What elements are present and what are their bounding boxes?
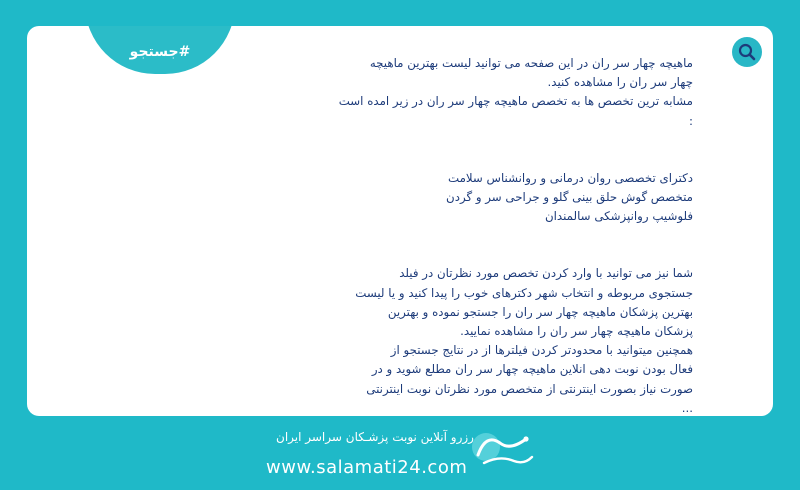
hashtag-tab[interactable] (85, 26, 235, 74)
specialty-item: متخصص گوش حلق بینی گلو و جراحی سر و گردن (446, 190, 693, 205)
body-line: بهترین پزشکان ماهیچه چهار سر ران را جستجو نموده و بهترین (387, 304, 693, 319)
content-card (27, 26, 773, 416)
specialty-item: دکترای تخصصی روان درمانی و روانشناس سلامت (447, 170, 693, 185)
body-line: شما نیز می توانید با وارد کردن تخصص مورد نظرتان در فیلد (399, 266, 693, 281)
body-line: همچنین میتوانید با محدودتر کردن فیلترها از در نتایج جستجو از (390, 343, 693, 358)
body-line: صورت نیاز بصورت اینترنتی از متخصص مورد نظرتان نوبت اینترنتی (366, 381, 693, 396)
body-line: جستجوی مربوطه و انتخاب شهر دکترهای خوب را پیدا کنید و یا لیست (355, 285, 693, 300)
description-text (273, 54, 693, 416)
body-line: ... (681, 400, 693, 415)
body-line: فعال بودن نوبت دهی انلاین ماهیچه چهار سر ران مطلع شوید و در (371, 362, 693, 377)
intro-line: مشابه ترین تخصص ها به تخصص ماهیچه چهار سر ران در زیر امده است (338, 94, 693, 109)
intro-line: ماهیچه چهار سر ران در این صفحه می توانید لیست بهترین ماهیچه (369, 56, 693, 70)
search-icon[interactable] (732, 37, 762, 67)
body-line: پزشکان ماهیچه چهار سر ران را مشاهده نمایید. (460, 324, 693, 339)
footer-url-link[interactable]: www.salamati24.com (266, 457, 468, 478)
footer-tagline: رزرو آنلاین نوبت پزشـکان سراسر ایران (276, 430, 474, 444)
hashtag-label: #جستجو (129, 44, 191, 60)
specialty-item: فلوشیپ روانپزشکی سالمندان (544, 209, 693, 224)
salamati-logo (470, 425, 540, 475)
intro-line: چهار سر ران را مشاهده کنید. (547, 75, 693, 90)
intro-line: : (689, 113, 693, 128)
